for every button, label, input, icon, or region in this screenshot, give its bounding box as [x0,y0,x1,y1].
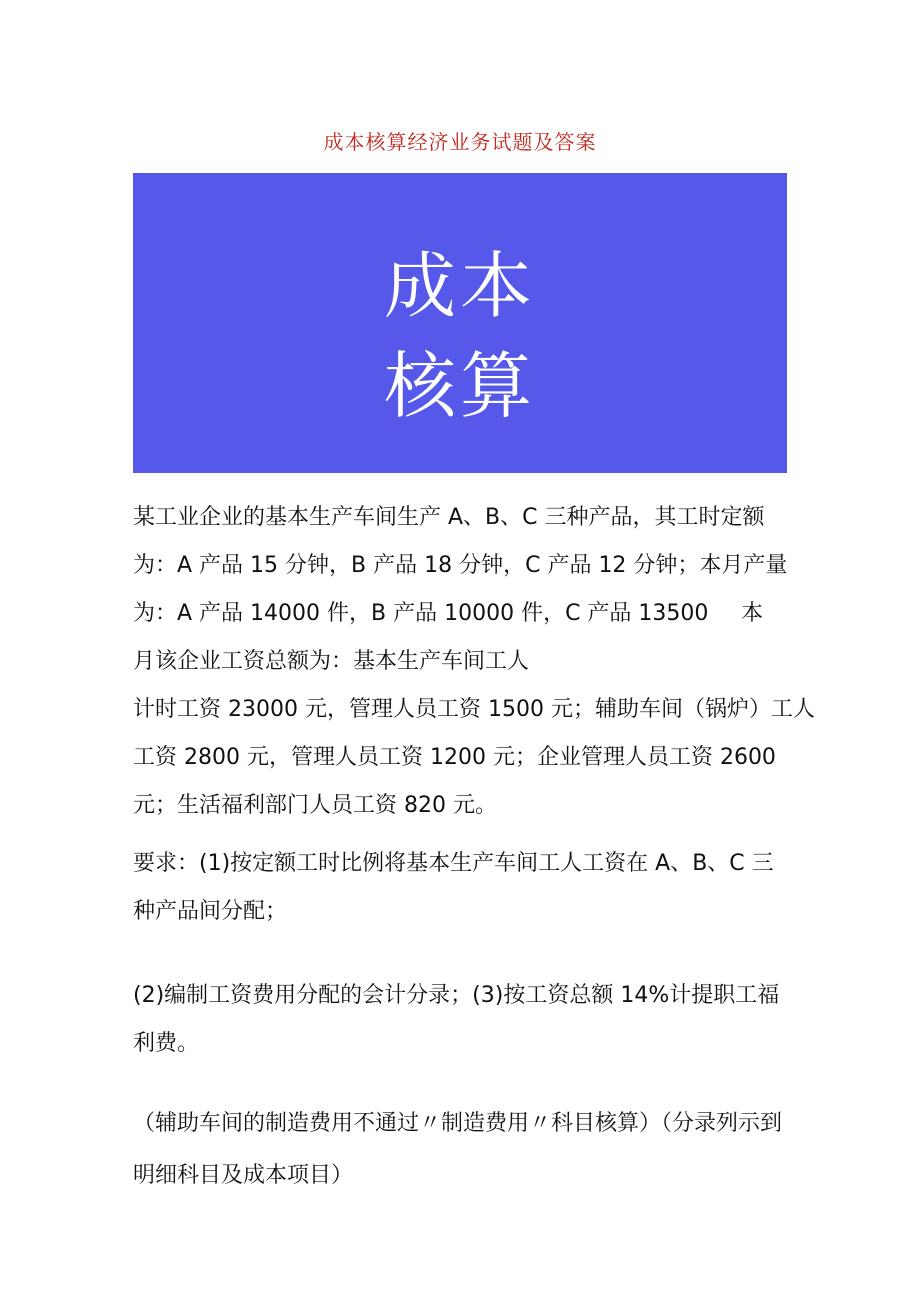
requirement-line: (2)编制工资费用分配的会计分录；(3)按工资总额 14%计提职工福 [133,983,780,1008]
cover-banner [133,173,787,473]
problem-line [133,590,763,638]
requirement-line: 要求：(1)按定额工时比例将基本生产车间工人工资在 A、B、C 三 [133,851,774,876]
banner-line-1: 成本 [383,244,536,328]
document-title: 成本核算经济业务试题及答案 [323,130,597,154]
note-line: 明细科目及成本项目） [133,1163,354,1188]
problem-line-part: 为：A 产品 14000 件，B 产品 10000 件，C 产品 13500 [133,601,709,626]
problem-line: 为：A 产品 15 分钟，B 产品 18 分钟，C 产品 12 分钟；本月产量 [133,553,788,578]
requirement-2-paragraph [133,972,793,1068]
note-paragraph [133,1098,793,1202]
note-line: （辅助车间的制造费用不通过〃制造费用〃科目核算）（分录列示到 [133,1111,783,1136]
problem-line: 月该企业工资总额为：基本生产车间工人 [133,649,530,674]
problem-line-part: 本 [740,601,763,626]
requirement-paragraph [133,840,793,936]
problem-line: 某工业企业的基本生产车间生产 A、B、C 三种产品，其工时定额 [133,505,765,530]
requirement-line: 种产品间分配； [133,899,288,924]
problem-line: 工资 2800 元，管理人员工资 1200 元；企业管理人员工资 2600 [133,745,776,770]
banner-line-2: 核算 [383,344,536,428]
problem-paragraph [133,494,815,830]
problem-line: 计时工资 23000 元，管理人员工资 1500 元；辅助车间（锅炉）工人 [133,697,815,722]
problem-line: 元；生活福利部门人员工资 820 元。 [133,793,497,818]
requirement-line: 利费。 [133,1031,200,1056]
